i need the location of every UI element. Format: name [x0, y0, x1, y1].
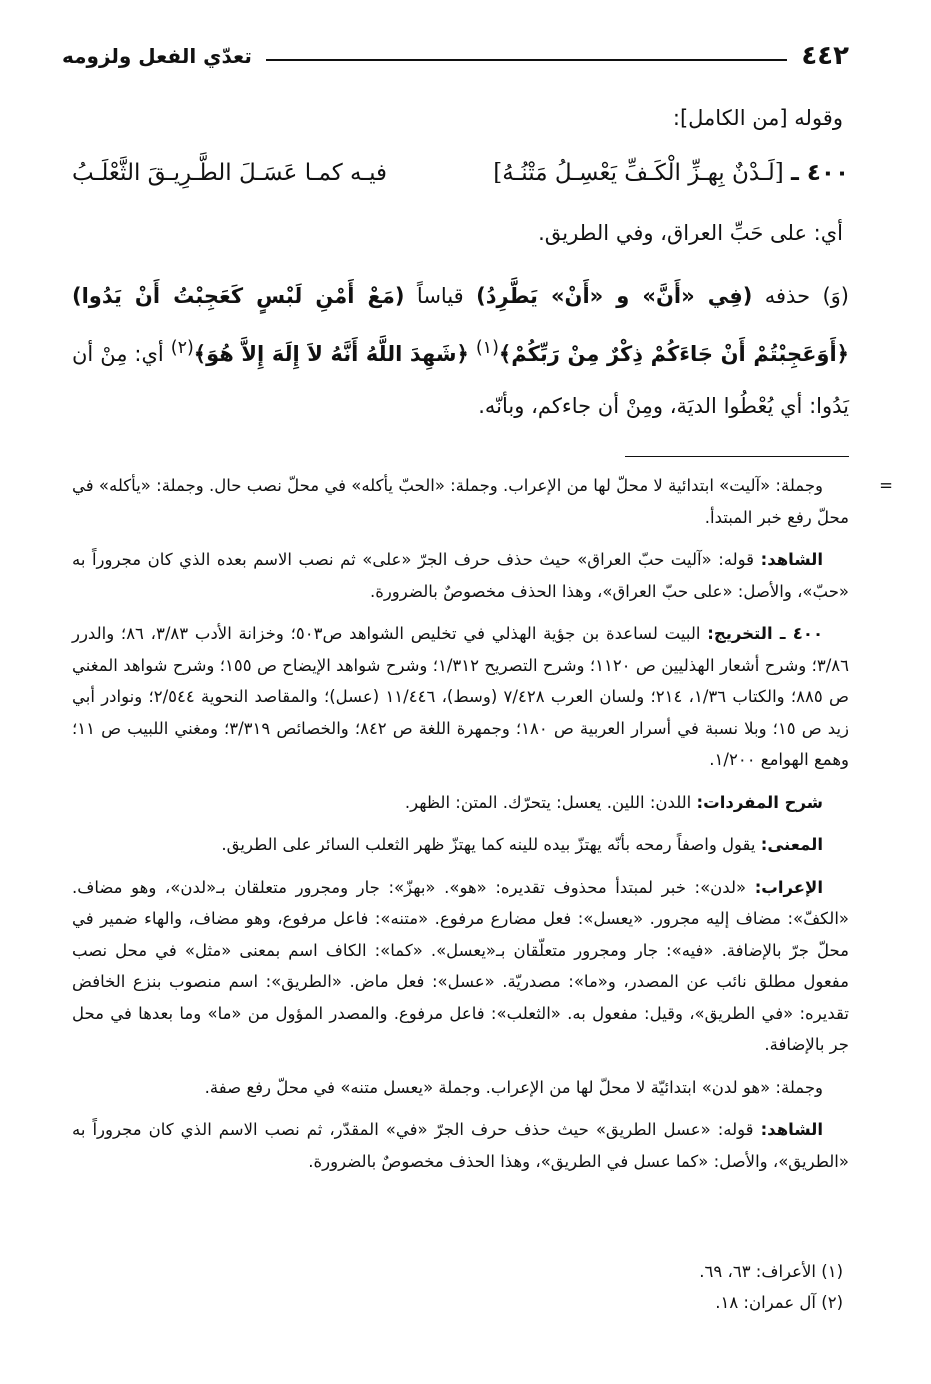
note-label: المعنى: [760, 835, 823, 854]
note-label: ٤٠٠ ـ التخريج: [707, 624, 824, 643]
note-paragraph [72, 544, 849, 607]
note-paragraph [72, 787, 849, 819]
note-paragraph [72, 618, 849, 776]
grammar-rule-paragraph [72, 270, 849, 432]
footnote-references [72, 1256, 843, 1318]
poetry-verse [72, 148, 849, 198]
footnote-separator [625, 456, 849, 457]
note-paragraph [72, 470, 893, 533]
note-label: شرح المفردات: [696, 792, 823, 812]
note-text: «لدن»: خبر لمبتدأ محذوف تقديره: «هو». «بهزّ»: جار ومجرور متعلقان بـ«لدن»، وهو مضاف. «الكفّ»: مضاف إليه مجرور. «يعسل»: فعل مضارع مرفوع. «متنه»: فاعل مرفوع، وهو مضاف، والهاء ضمير في محلّ جرّ بالإضافة. «فيه»: جار ومجرور متعلّقان بـ«يعسل». «كما»: الكاف اسم بمعنى «مثل» في محل نصب مفعول مطلق نائب عن المصدر، و«ما»: مصدريّة. «عسل»: فعل ماض. «الطريق»: اسم منصوب بنزع الخافض تقديره: «في الطريق»، وقيل: مفعول به. «الثعلب»: فاعل مرفوع. والمصدر المؤول من «ما» وما بعدها في محل جر بالإضافة. [72, 877, 849, 1054]
note-text: يقول واصفاً رمحه بأنّه يهتزّ بيده للينه كما يهتزّ ظهر الثعلب السائر على الطريق. [221, 835, 756, 854]
footnote-1: (١) الأعراف: ٦٣، ٦٩. [699, 1262, 843, 1281]
rule-poem-text: (مَعْ أَمْنِ لَبْسٍ كَعَجِبْتُ أَنْ يَدُوا) [72, 284, 405, 308]
note-paragraph [72, 829, 849, 861]
note-paragraph [72, 1114, 849, 1177]
verse-first-hemistich: [لَـدْنٌ بِهـزِّ الْكَـفِّ يَعْسِـلُ مَتْنُـهُ] [493, 160, 784, 186]
continuation-mark: = [879, 476, 893, 495]
intro-line: وقوله [من الكامل]: [672, 106, 843, 130]
note-text: قوله: «عسل الطريق» حيث حذف حرف الجرّ «في» المقدّر، ثم نصب الاسم الذي كان مجروراً به «الطريق»، والأصل: «كما عسل في الطريق»، وهذا الحذف مخصوصٌ بالضرورة. [72, 1120, 849, 1171]
note-paragraph [72, 872, 849, 1061]
note-label: الشاهد: [760, 1120, 823, 1139]
note-text: وجملة: «هو لدن» ابتدائيّة لا محلّ لها من الإعراب. وجملة «يعسل متنه» في محلّ رفع صفة. [204, 1077, 823, 1097]
note-text: وجملة: «آليت» ابتدائية لا محلّ لها من الإعراب. وجملة: «الحبّ يأكله» في محلّ نصب حال. وجملة: «يأكله» في محلّ رفع خبر المبتدأ. [72, 476, 849, 527]
header-rule [266, 59, 788, 61]
rule-text: (وَ) حذفه [764, 284, 850, 308]
note-label: الشاهد: [760, 550, 824, 569]
verse-second-hemistich: فيـه كمـا عَسَـلَ الطَّـرِيـقَ الثَّعْلَـبُ [72, 160, 388, 186]
verse-number: ٤٠٠ ـ [791, 160, 849, 186]
footnote-2: (٢) آل عمران: ١٨. [715, 1293, 843, 1312]
quran-quote: ﴿أَوَعَجِبْتُمْ أَنْ جَاءَكُمْ ذِكْرٌ مِنْ رَبِّكُمْ﴾ [498, 342, 849, 366]
quran-quote: ﴿شَهِدَ اللَّهُ أَنَّهُ لاَ إِلَهَ إِلاَّ هُوَ﴾ [193, 342, 469, 366]
rule-text: قياساً [416, 284, 464, 308]
rule-explanation: أي: مِنْ أن يَدُوا: أي يُعْطُوا الديَة، ومِنْ أن جاءكم، وبأنّه. [72, 342, 849, 418]
note-paragraph [72, 1072, 849, 1104]
footnote-marker: (٢) [170, 338, 194, 358]
verse-first-part [493, 148, 849, 198]
rule-poem-text: (فِي «أَنَّ» و «أَنْ» يَطَّرِدُ) [476, 284, 753, 308]
commentary-notes [72, 470, 893, 1188]
note-label: الإعراب: [754, 877, 823, 897]
verse-meaning: أي: على حَبِّ العراق، وفي الطريق. [538, 221, 843, 245]
note-text: قوله: «آليت حبّ العراق» حيث حذف حرف الجرّ «على» ثم نصب الاسم بعده الذي كان مجروراً به «حبّ»، والأصل: «على حبّ العراق»، وهذا الحذف مخصوصٌ بالضرورة. [72, 550, 849, 601]
note-text: اللدن: اللين. يعسل: يتحرّك. المتن: الظهر. [404, 792, 692, 812]
note-text: البيت لساعدة بن جؤية الهذلي في تخليص الشواهد ص٥٠٣؛ وخزانة الأدب ٣/٨٣، ٨٦؛ والدرر ٣/٨٦؛ وشرح أشعار الهذليين ص ١١٢٠؛ وشرح التصريح ١/٣١٢؛ وشرح شواهد الإيضاح ص ١٥٥؛ وشرح شواهد المغني ص ٨٨٥؛ والكتاب ١/٣٦، ٢١٤؛ ولسان العرب ٧/٤٢٨ (وسط)، ١١/٤٤٦ (عسل)؛ والمقاصد النحوية ٢/٥٤٤؛ ونوادر أبي زيد ص ١٥؛ وبلا نسبة في أسرار العربية ص ١٨٠؛ وجمهرة اللغة ص ٨٤٢؛ والخصائص ٣/٣١٩؛ ومغني اللبيب ص ١١؛ وهمع الهوامع ١/٢٠٠. [72, 624, 850, 769]
page-header [62, 36, 849, 76]
running-title: تعدّي الفعل ولزومه [62, 44, 252, 68]
page-number: ٤٤٢ [801, 41, 849, 71]
footnote-marker: (١) [475, 338, 499, 358]
